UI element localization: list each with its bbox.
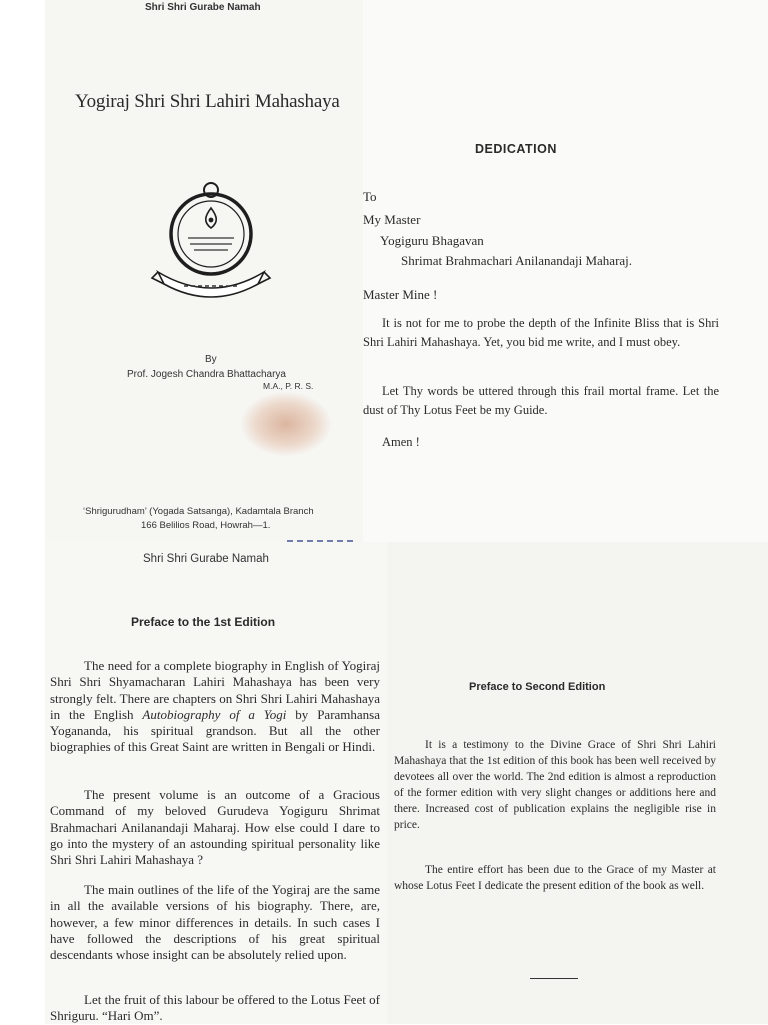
dedication-page [363, 0, 768, 542]
dedication-name-line-1: Yogiguru Bhagavan [380, 233, 484, 248]
dedication-to: To [363, 189, 377, 204]
preface-first-paragraph-3: The main outlines of the life of the Yogiraj are the same in all the available versions of his biography. There, are, however, a few minor differences in details. In such cases I have followed the descriptions of his great spiritual descendants whose insight can be absolutely relied upon. [50, 882, 380, 963]
dedication-my-master: My Master [363, 212, 421, 227]
closing-rule [530, 978, 578, 979]
publisher-line-1: ‘Shrigurudham’ (Yogada Satsanga), Kadamtala Branch [83, 506, 314, 517]
title-page [45, 0, 363, 542]
para1-text-a: The need for a complete biography in English of Yogiraj Shri Shri Shyamacharan Lahiri Mahashaya has been very strongly felt. There are chapters on Shri Shri Lahiri Mahashaya in the English [50, 658, 380, 722]
emblem-seal-icon [150, 178, 272, 298]
author-degrees: M.A., P. R. S. [263, 381, 314, 391]
preface-first-paragraph-1 [50, 658, 380, 756]
dedication-heading: DEDICATION [475, 142, 557, 156]
preface-first-paragraph-2: The present volume is an outcome of a Gracious Command of my beloved Gurudeva Yogiguru Shrimat Brahmachari Anilanandaji Maharaj. How else could I dare to go into the mystery of an astounding spiritual personality like Shri Shri Lahiri Mahashaya ? [50, 787, 380, 868]
dedication-paragraph-1: It is not for me to probe the depth of the Infinite Bliss that is Shri Shri Lahiri Mahashaya. Yet, you bid me write, and I must obey. [363, 316, 719, 349]
book-title-italic: Autobiography of a Yogi [142, 706, 287, 722]
book-title: Yogiraj Shri Shri Lahiri Mahashaya [75, 91, 340, 112]
preface-second-paragraph-2: The entire effort has been due to the Grace of my Master at whose Lotus Feet I dedicate the present edition of the book as well. [394, 864, 716, 892]
dedication-salutation: Master Mine ! [363, 287, 438, 302]
preface-invocation: Shri Shri Gurabe Namah [143, 553, 269, 565]
preface-first-heading: Preface to the 1st Edition [131, 615, 276, 629]
publisher-line-2: 166 Belilios Road, Howrah—1. [141, 520, 271, 531]
blue-stamp-mark [287, 532, 353, 542]
dedication-closing: Amen ! [382, 435, 420, 449]
preface-first-paragraph-4: Let the fruit of this labour be offered to the Lotus Feet of Shriguru. “Hari Om”. [50, 992, 380, 1024]
invocation-text: Shri Shri Gurabe Namah [145, 2, 261, 13]
dedication-paragraph-2: Let Thy words be uttered through this frail mortal frame. Let the dust of Thy Lotus Feet be my Guide. [363, 384, 719, 417]
preface-first-page [45, 542, 387, 1024]
by-label: By [205, 354, 217, 365]
dedication-name-line-2: Shrimat Brahmachari Anilanandaji Maharaj. [401, 253, 633, 268]
preface-second-paragraph-1: It is a testimony to the Divine Grace of Shri Shri Lahiri Mahashaya that the 1st edition of this book has been well received by devotees all over the world. The 2nd edition is almost a reproduction of the former edition with very slight changes or additions here and there. Increased cost of publication explains the negligible rise in price. [394, 739, 716, 831]
library-stamp [241, 392, 331, 456]
author-name: Prof. Jogesh Chandra Bhattacharya [127, 369, 286, 380]
preface-second-heading: Preface to Second Edition [469, 681, 606, 693]
para1-text-b: by Paramhansa Yogananda, his spiritual grandson. But all the other biographies of this Great Saint are written in Bengali or Hindi. [50, 706, 381, 755]
preface-second-page [387, 542, 768, 1024]
